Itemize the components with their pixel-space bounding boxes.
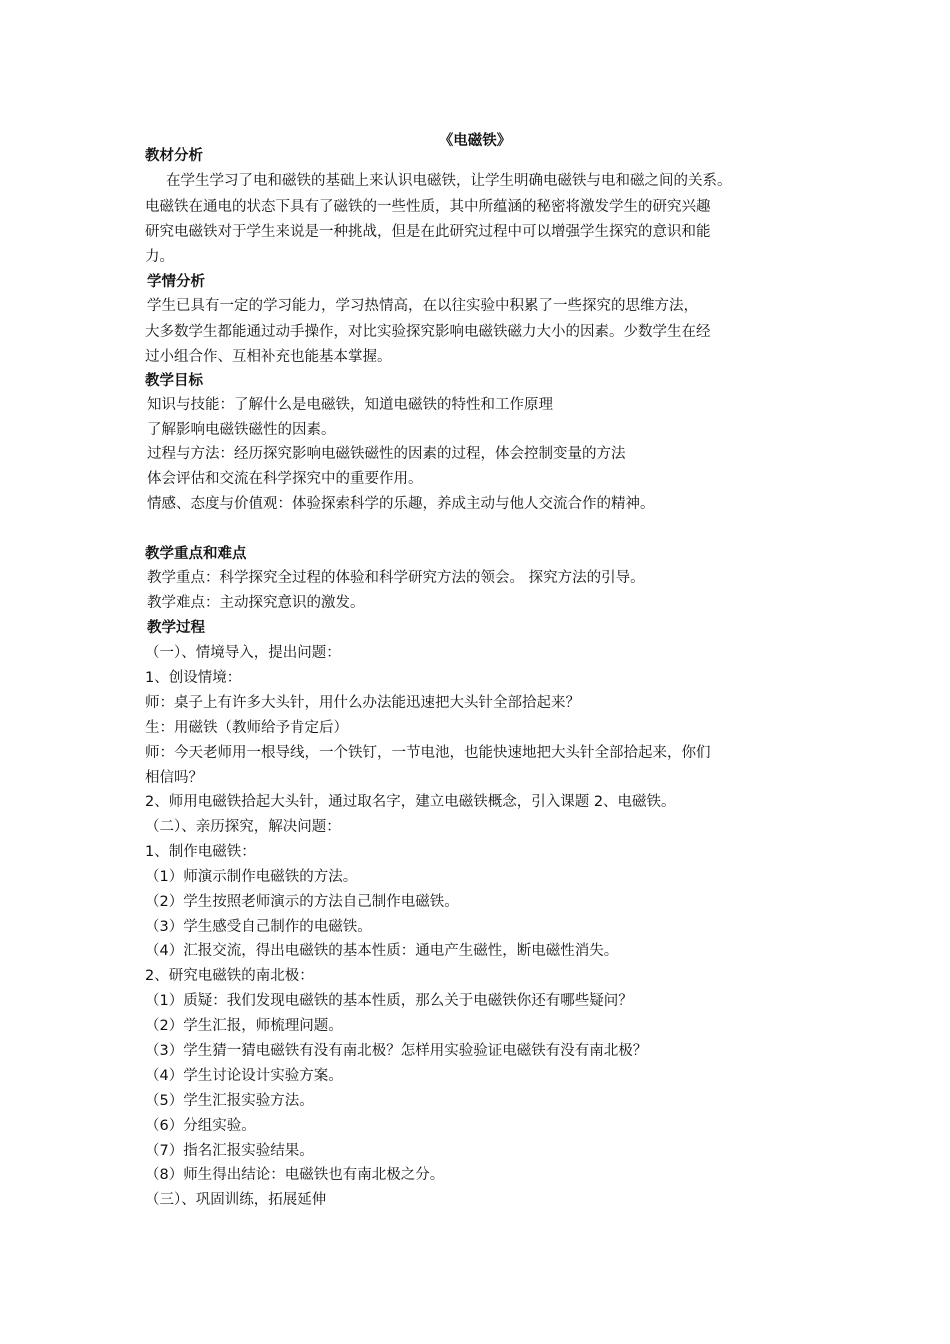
section-heading: 学情分析: [147, 274, 205, 290]
section-heading: 教材分析: [145, 148, 203, 164]
document-title: 《电磁铁》: [438, 133, 512, 149]
body-text-line: （4）学生讨论设计实验方案。: [145, 1068, 343, 1084]
body-text-line: 学生已具有一定的学习能力，学习热情高，在以往实验中积累了一些探究的思维方法，: [147, 298, 698, 314]
body-text-line: （3）学生猜一猜电磁铁有没有南北极？怎样用实验验证电磁铁有没有南北极？: [145, 1043, 648, 1059]
section-heading: 教学重点和难点: [145, 546, 247, 562]
body-text-line: （二）、亲历探究，解决问题：: [145, 819, 341, 835]
body-text-line: 研究电磁铁对于学生来说是一种挑战，但是在此研究过程中可以增强学生探究的意识和能: [145, 224, 711, 240]
body-text-line: （1）质疑：我们发现电磁铁的基本性质，那么关于电磁铁你还有哪些疑问？: [145, 993, 633, 1009]
section-heading: 教学过程: [147, 620, 205, 636]
body-text-line: 知识与技能：了解什么是电磁铁，知道电磁铁的特性和工作原理: [147, 397, 553, 413]
body-text-line: 相信吗？: [145, 770, 203, 786]
body-text-line: 2、研究电磁铁的南北极：: [145, 968, 314, 984]
body-text-line: （4）汇报交流，得出电磁铁的基本性质：通电产生磁性，断电磁性消失。: [145, 943, 619, 959]
body-text-line: 师：今天老师用一根导线，一个铁钉，一节电池，也能快速地把大头针全部拾起来，你们: [145, 745, 711, 761]
body-text-line: 体会评估和交流在科学探究中的重要作用。: [147, 471, 423, 487]
body-text-line: 教学难点：主动探究意识的激发。: [147, 595, 365, 611]
body-text-line: 情感、态度与价值观：体验探索科学的乐趣，养成主动与他人交流合作的精神。: [147, 496, 655, 512]
body-text-line: （1）师演示制作电磁铁的方法。: [145, 869, 358, 885]
body-text-line: 教学重点：科学探究全过程的体验和科学研究方法的领会。 探究方法的引导。: [147, 570, 645, 586]
body-text-line: （8）师生得出结论：电磁铁也有南北极之分。: [145, 1167, 445, 1183]
body-text-line: （6）分组实验。: [145, 1118, 256, 1134]
body-text-line: 在学生学习了电和磁铁的基础上来认识电磁铁，让学生明确电磁铁与电和磁之间的关系。: [166, 173, 732, 189]
body-text-line: 过程与方法：经历探究影响电磁铁磁性的因素的过程，体会控制变量的方法: [147, 446, 626, 462]
body-text-line: （一）、情境导入，提出问题：: [145, 645, 341, 661]
body-text-line: （3）学生感受自己制作的电磁铁。: [145, 919, 372, 935]
body-text-line: （7）指名汇报实验结果。: [145, 1143, 314, 1159]
body-text-line: 过小组合作、互相补充也能基本掌握。: [145, 349, 392, 365]
body-text-line: 了解影响电磁铁磁性的因素。: [147, 422, 336, 438]
body-text-line: 1、制作电磁铁：: [145, 844, 256, 860]
body-text-line: 大多数学生都能通过动手操作，对比实验探究影响电磁铁磁力大小的因素。少数学生在经: [145, 324, 711, 340]
body-text-line: （2）学生汇报，师梳理问题。: [145, 1018, 343, 1034]
body-text-line: （三）、巩固训练，拓展延伸: [145, 1192, 327, 1208]
body-text-line: 2、师用电磁铁拾起大头针，通过取名字，建立电磁铁概念，引入课题 2、电磁铁。: [145, 794, 676, 810]
body-text-line: 师：桌子上有许多大头针，用什么办法能迅速把大头针全部拾起来？: [145, 695, 580, 711]
body-text-line: 电磁铁在通电的状态下具有了磁铁的一些性质，其中所蕴涵的秘密将激发学生的研究兴趣: [145, 199, 711, 215]
section-heading: 教学目标: [145, 373, 203, 389]
body-text-line: （5）学生汇报实验方法。: [145, 1093, 314, 1109]
body-text-line: 1、创设情境：: [145, 670, 242, 686]
body-text-line: 力。: [145, 249, 174, 265]
body-text-line: 生：用磁铁（教师给予肯定后）: [145, 720, 348, 736]
body-text-line: （2）学生按照老师演示的方法自己制作电磁铁。: [145, 894, 459, 910]
